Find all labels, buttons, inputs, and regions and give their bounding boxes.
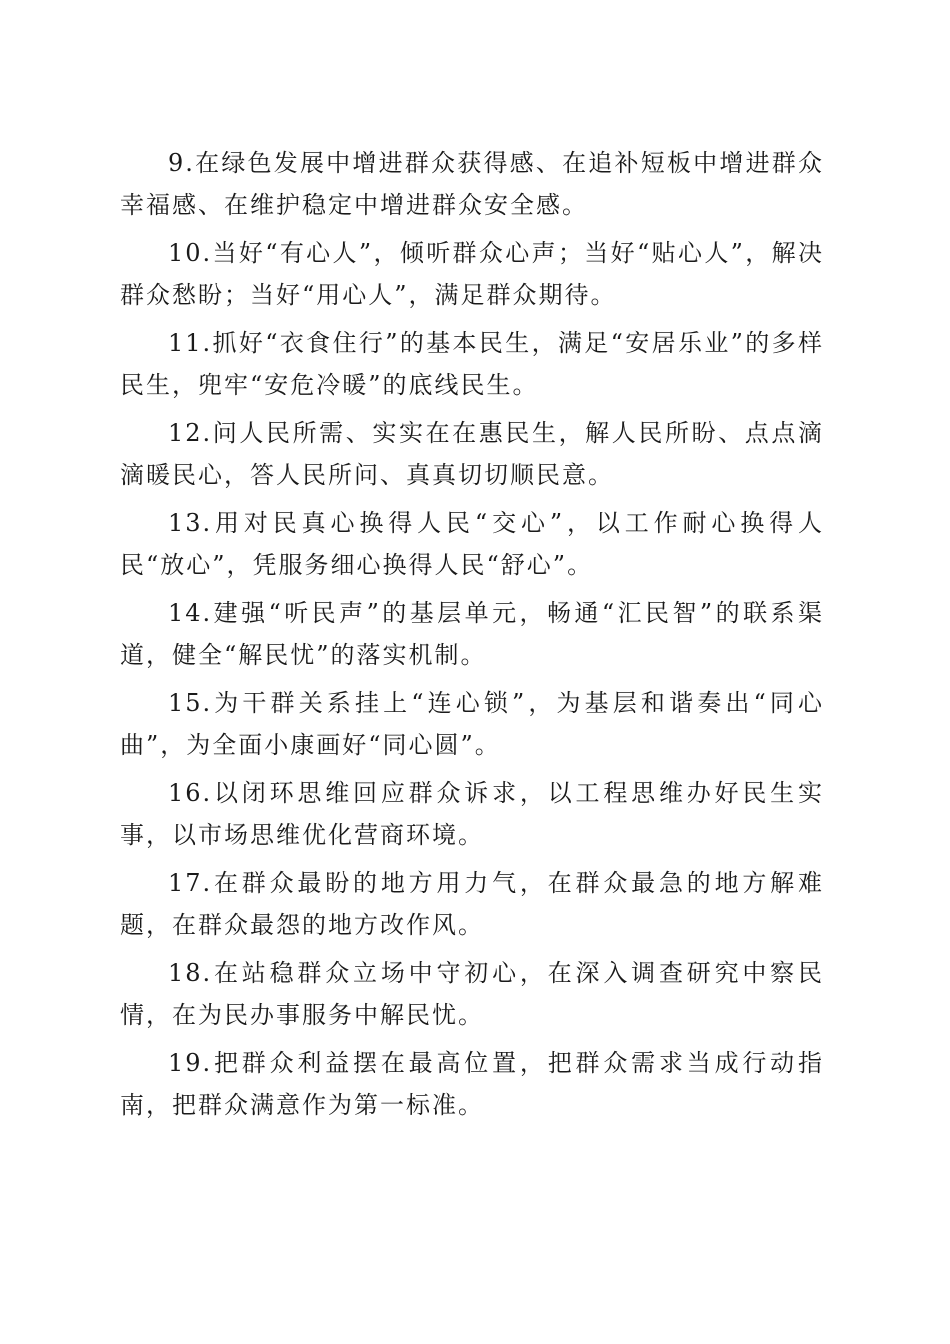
paragraph-19: 19.把群众利益摆在最高位置，把群众需求当成行动指南，把群众满意作为第一标准。 (120, 1049, 824, 1119)
paragraph-16: 16.以闭环思维回应群众诉求，以工程思维办好民生实事，以市场思维优化营商环境。 (120, 779, 824, 849)
paragraph-13: 13.用对民真心换得人民“交心”，以工作耐心换得人民“放心”，凭服务细心换得人民“舒心”。 (120, 509, 824, 579)
paragraph-9: 9.在绿色发展中增进群众获得感、在追补短板中增进群众幸福感、在维护稳定中增进群众安全感。 (120, 149, 824, 219)
paragraph-17: 17.在群众最盼的地方用力气，在群众最急的地方解难题，在群众最怨的地方改作风。 (120, 869, 824, 939)
document-body (120, 142, 824, 1132)
paragraph-10: 10.当好“有心人”，倾听群众心声；当好“贴心人”，解决群众愁盼；当好“用心人”，满足群众期待。 (120, 239, 824, 309)
paragraph-14: 14.建强“听民声”的基层单元，畅通“汇民智”的联系渠道，健全“解民忧”的落实机制。 (120, 599, 824, 669)
paragraph-18: 18.在站稳群众立场中守初心，在深入调查研究中察民情，在为民办事服务中解民忧。 (120, 959, 824, 1029)
paragraph-15: 15.为干群关系挂上“连心锁”，为基层和谐奏出“同心曲”，为全面小康画好“同心圆”。 (120, 689, 824, 759)
paragraph-12: 12.问人民所需、实实在在惠民生，解人民所盼、点点滴滴暖民心，答人民所问、真真切切顺民意。 (120, 419, 824, 489)
paragraph-11: 11.抓好“衣食住行”的基本民生，满足“安居乐业”的多样民生，兜牢“安危冷暖”的底线民生。 (120, 329, 824, 399)
